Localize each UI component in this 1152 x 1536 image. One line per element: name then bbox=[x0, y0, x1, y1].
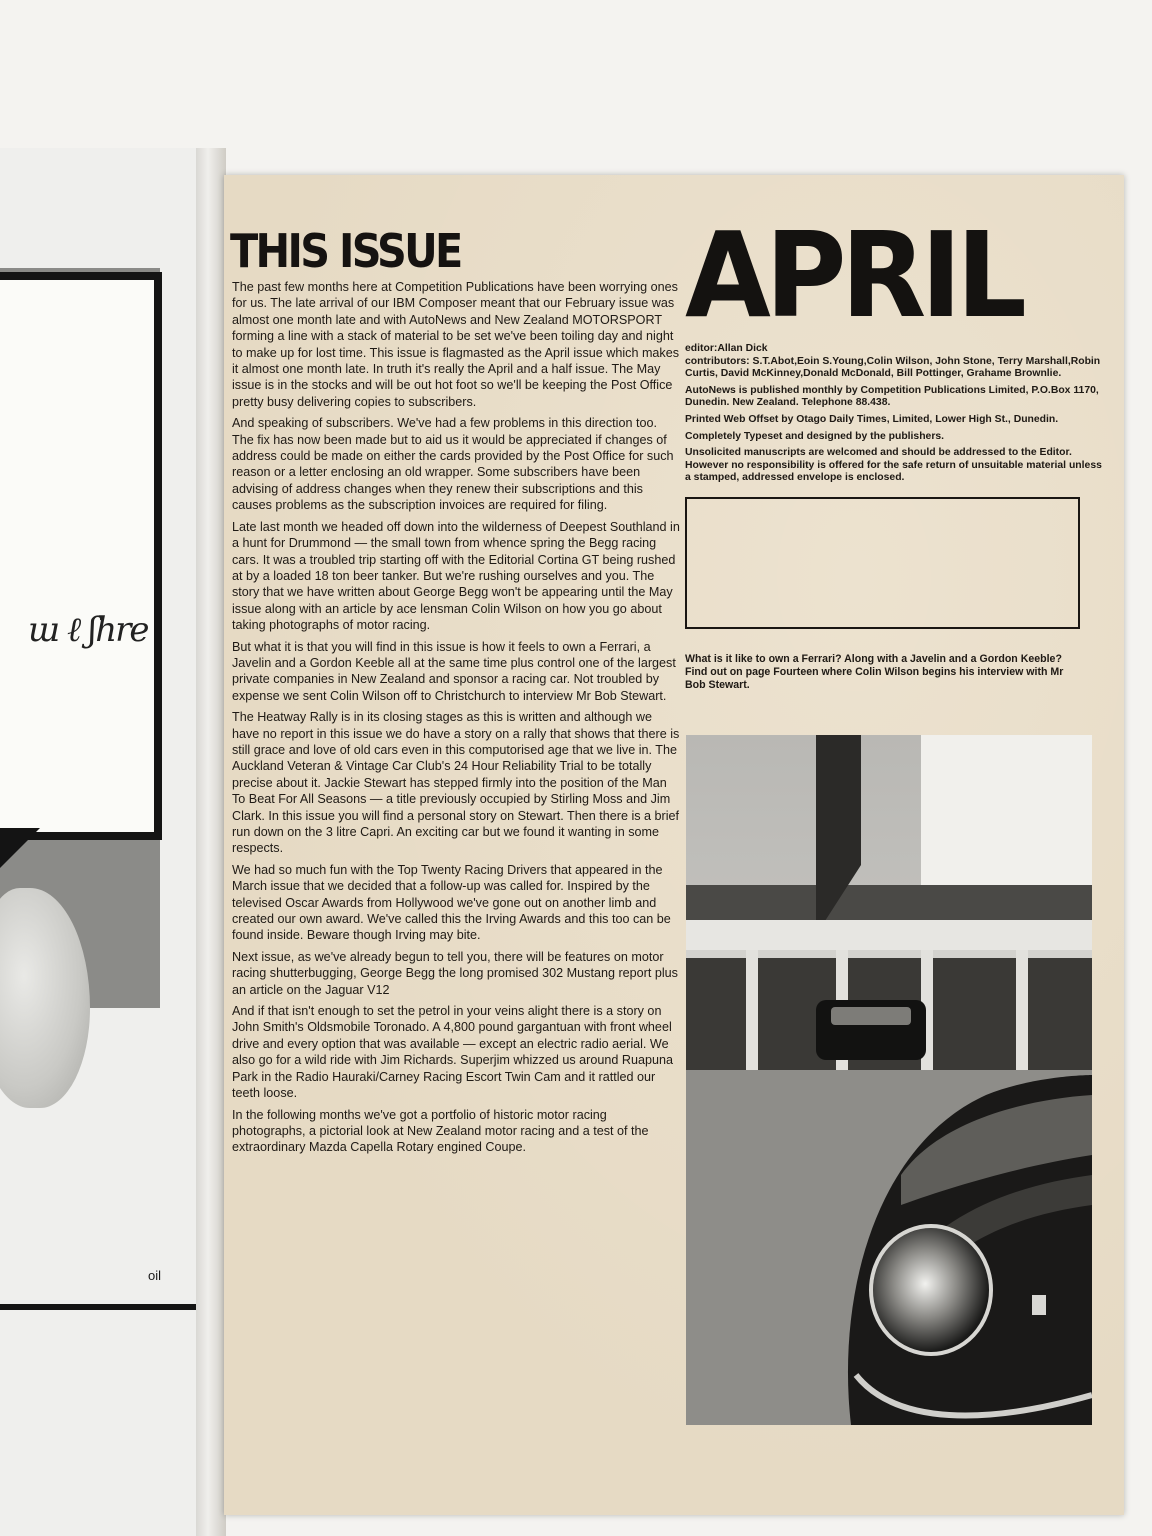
left-facing-page bbox=[0, 148, 208, 1536]
photo-caption: What is it like to own a Ferrari? Along with a Javelin and a Gordon Keeble? Find out on page Fourteen where Colin Wilson begins his interview with Mr Bob Stewart. bbox=[685, 652, 1064, 691]
contributors-line: contributors: S.T.Abot,Eoin S.Young,Colin Wilson, John Stone, Terry Marshall,Robin Curtis, David McKinney,Donald McDonald, Bill Pottinger, Grahame Brownlie. bbox=[685, 355, 1101, 380]
editorial-body bbox=[232, 279, 680, 1156]
printer-line: Printed Web Offset by Otago Daily Times, Limited, Lower High St., Dunedin. bbox=[685, 413, 1059, 425]
editorial-paragraph: The Heatway Rally is in its closing stages as this is written and although we have no report in this issue we do have a story on a rally that shows that there is still grace and love of old cars even in this computorised age that we live in. The Auckland Veteran & Vintage Car Club's 24 Hour Reliability Trial to be totally precise about it. Jackie Stewart has stepped firmly into the position of the Man To Beat For All Seasons — a title previously occupied by Stirling Moss and Jim Clark. In this issue you will find a personal story on Stewart. Then there is a brief run down on the 3 litre Capri. An exciting car but we found it wanting in some respects. bbox=[232, 710, 680, 856]
editorial-paragraph: Next issue, as we've already begun to tell you, there will be features on motor racing shutterbugging, George Begg the long promised 302 Mustang report plus an article on the Jaguar V12 bbox=[232, 949, 678, 997]
editorial-paragraph: And speaking of subscribers. We've had a few problems in this direction too. The fix has now been made but to aid us it would be appreciated if changes of address could be made on either the cards provided by the Post Office for such reason or a letter enclosing an old wrapper. Some subscribers have been advising of address changes when they renew their subscriptions and this causes problems as the subscription invoices are required for filing. bbox=[232, 416, 674, 513]
sculpture-photo bbox=[0, 888, 90, 1108]
left-page-fragment-text: oil bbox=[148, 1268, 162, 1283]
left-photo-panel bbox=[0, 268, 160, 1008]
issue-month: APRIL bbox=[685, 206, 1022, 344]
editorial-paragraph: The past few months here at Competition Publications have been worrying ones for us. The late arrival of our IBM Composer meant that our February issue was almost one month late and with AutoNews and New Zealand MOTORSPORT forming a line with a stack of material to be set we've been toiling day and night to make up for lost time. This issue is flagmasted as the April issue which makes it almost one month late. In truth it's really the April and a half issue. The May issue is in the stocks and will be out hot foot so we'll be keeping the Post Office pretty busy delivering copies to subscribers. bbox=[232, 280, 680, 409]
page-gutter bbox=[196, 148, 226, 1536]
signature-scribble: ɯ ℓ ʃhre bbox=[28, 610, 148, 650]
editorial-paragraph: In the following months we've got a portfolio of historic motor racing photographs, a pictorial look at New Zealand motor racing and a test of the extraordinary Mazda Capella Rotary engined Coupe. bbox=[232, 1107, 649, 1155]
speech-bubble-frame bbox=[0, 272, 162, 840]
typeset-line: Completely Typeset and designed by the publishers. bbox=[685, 430, 945, 442]
editor-line: editor:Allan Dick bbox=[685, 343, 768, 354]
speech-bubble-tail bbox=[0, 828, 40, 868]
manuscripts-notice: Unsolicited manuscripts are welcomed and should be addressed to the Editor. However no responsibility is offered for the safe return of unsuitable material unless a stamped, addressed envelope is enclosed. bbox=[685, 447, 1102, 484]
ferrari-photo bbox=[686, 735, 1092, 1425]
left-page-rule bbox=[0, 1304, 196, 1310]
magazine-page bbox=[224, 175, 1124, 1515]
headline: THIS ISSUE bbox=[230, 224, 461, 278]
editorial-paragraph: We had so much fun with the Top Twenty Racing Drivers that appeared in the March issue that we decided that a follow-up was called for. Inspired by the televised Oscar Awards from Hollywood we've gone out on another limb and created our own award. We've called this the Irving Awards and this too can be found inside. Beware though Irving may bite. bbox=[232, 862, 671, 943]
editorial-paragraph: Late last month we headed off down into the wilderness of Deepest Southland in a hunt for Drummond — the small town from whence spring the Begg racing cars. It was a troubled trip starting off with the Editorial Cortina GT being rushed at by a loaded 18 ton beer tanker. But we're rushing ourselves and you. The story that we have written about George Begg won't be appearing until the May issue along with an article by ace lensman Colin Wilson on how you go about taking photographs of motor racing. bbox=[232, 519, 680, 633]
masthead-credits bbox=[685, 343, 1105, 485]
editor-credit bbox=[685, 343, 1105, 381]
empty-ad-box bbox=[685, 497, 1080, 629]
editorial-column bbox=[232, 223, 680, 1161]
publisher-line: AutoNews is published monthly by Competition Publications Limited, P.O.Box 1170, Dunedin. New Zealand. Telephone 88.438. bbox=[685, 384, 1099, 409]
editorial-paragraph: And if that isn't enough to set the petrol in your veins alight there is a story on John Smith's Oldsmobile Toronado. A 4,800 pound gargantuan with front wheel drive and every option that was available — except an electric radio aerial. We also go for a wild ride with Jim Richards. Superjim whizzed us around Ruapuna Park in the Radio Hauraki/Carney Racing Escort Twin Cam and it rattled our teeth loose. bbox=[232, 1004, 673, 1101]
editorial-paragraph: But what it is that you will find in this issue is how it feels to own a Ferrari, a Javelin and a Gordon Keeble all at the same time plus control one of the largest private companies in New Zealand and sponsor a racing car. Not troubled by expense we sent Colin Wilson off to Christchurch to interview Mr Bob Stewart. bbox=[232, 639, 676, 703]
ferrari-photo-illustration bbox=[686, 735, 1092, 1425]
masthead-column bbox=[685, 206, 1105, 698]
